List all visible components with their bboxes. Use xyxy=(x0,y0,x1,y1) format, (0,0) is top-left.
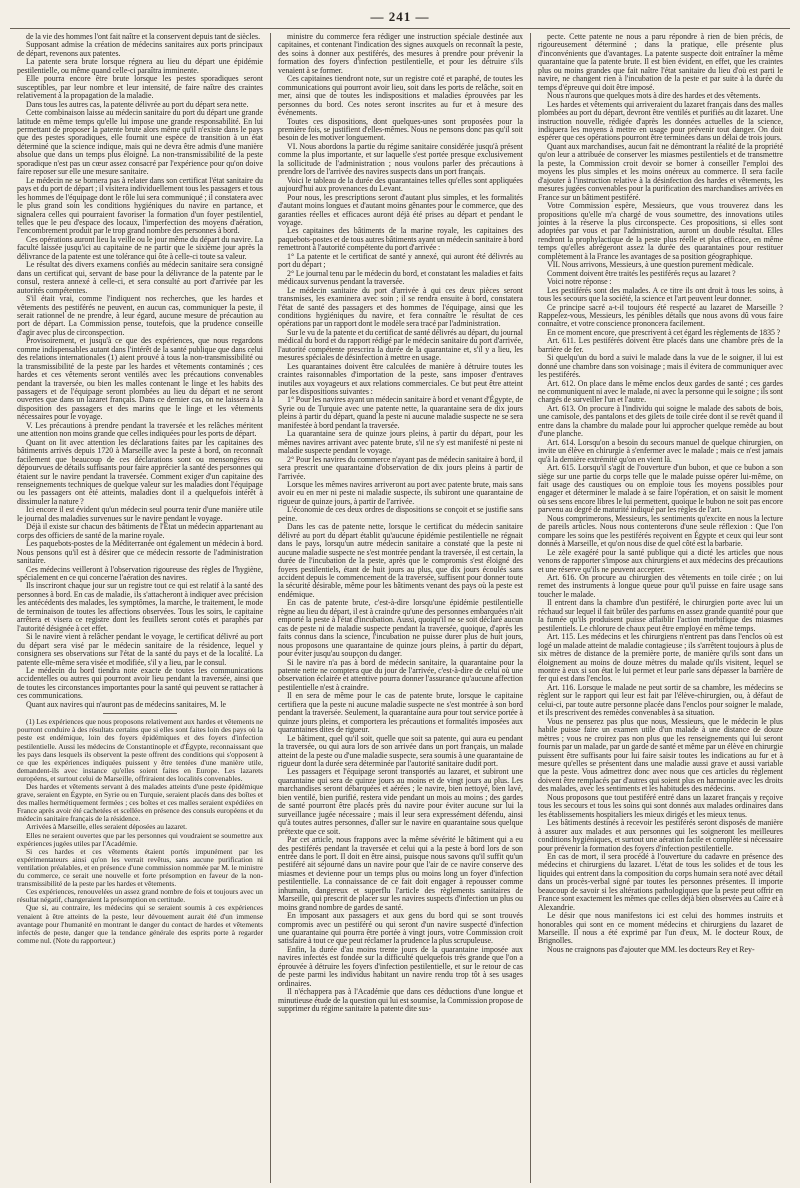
paragraph: Art. 613. On procure à l'individu qui soigne le malade des sabots de bois, une camisole, des pantalons et des gilets de toile cirée dont il se revêt quand il entre dans la chambre du malade pour lui approcher quelque remède au bout d'une planche. xyxy=(538,403,783,439)
paragraph: Toutes ces dispositions, dont quelques-unes sont proposées pour la première fois, se justifient d'elles-mêmes. Nous ne pensons donc pas qu'il soit besoin de les motiver longuement. xyxy=(278,116,523,143)
paragraph: Enfin, la durée d'au moins trente jours de la quarantaine imposée aux navires infectés est fondée sur la difficulté quelquefois très grande que l'on a éprouvée à détruire les foyers d'infection pestilentielle, et sur le retour de cas de peste parmi les individus habitant un navire rendu trop tôt à ses usages ordinaires. xyxy=(278,944,523,988)
paragraph: Nous comprimerons, Messieurs, les sentiments qu'excite en nous la lecture de pareils articles. Nous nous contenterons d'une seule réflexion : Que l'on compare les soins que les pestiférés reçoivent en Égypte et ceux qui leur sont donnés à Marseille, et qu'on nous dise de quel côté est la barbarie. xyxy=(538,513,783,549)
paragraph: S'il était vrai, comme l'indiquent nos recherches, que les hardes et vêtements des pestiférés ne peuvent, en aucun cas, communiquer la peste, il serait rationnel de ne prendre, à leur égard, aucune mesure de précaution au port de départ. La Commission pense, toutefois, que la prudence conseille d'agir avec plus de circonspection. xyxy=(17,294,263,337)
paragraph: Voici le tableau de la durée des quarantaines telles qu'elles sont appliquées aujourd'hui aux provenances du Levant. xyxy=(278,175,523,194)
paragraph: Le désir que nous manifestons ici est celui des hommes instruits et honorables qui sont en ce moment médecins et chirurgiens du lazaret de Marseille. Il nous a été exprimé par l'un d'eux, M. le docteur Roux, de Brignolles. xyxy=(538,911,783,946)
paragraph: Les paquebots-postes de la Méditerranée ont également un médecin à bord. Nous pensons qu'il est à désirer que ce médecin ressorte de l'administration sanitaire. xyxy=(17,539,263,566)
paragraph: Ce principe sacré a-t-il toujours été respecté au lazaret de Marseille ? Rappelez-vous, Messieurs, les pénibles détails que nous avons dû vous faire connaître, et votre conscience prononcera facilement. xyxy=(538,302,783,329)
footnote-paragraph: Arrivées à Marseille, elles seraient déposées au lazaret. xyxy=(26,822,188,832)
paragraph: Comment doivent être traités les pestiférés reçus au lazaret ? xyxy=(547,268,736,278)
paragraph: 2° Pour les navires du commerce n'ayant pas de médecin sanitaire à bord, il sera prescrit une quarantaine d'observation de dix jours pleins à partir de l'arrivée. xyxy=(278,454,523,481)
footnote-paragraph: Ces expériences, renouvelées un assez grand nombre de fois et toujours avec un résultat négatif, changeraient la présomption en certitude. xyxy=(17,887,263,905)
paragraph: Pour nous, les prescriptions seront d'autant plus simples, et les formalités d'autant moins longues et d'autant moins gênantes pour le commerce, que des garanties réelles et efficaces auront déjà été prises au départ et pendant le voyage. xyxy=(278,192,523,227)
paragraph: Ces opérations auront lieu la veille ou le jour même du départ du navire. La faculté laissée jusqu'ici au capitaine de ne partir que le sixième jour après la délivrance de la patente est une tolérance qui ôte à celle-ci toute sa valeur. xyxy=(17,234,263,261)
paragraph: Il en sera de même pour le cas de patente brute, lorsque le capitaine certifiera que la peste ni aucune maladie suspecte ne s'est montrée à son bord pendant la traversée. Seulement, la quarantaine aura pour tout service portée à quinze jours pleins, et comportera les précautions et formalités imposées aux quarantaines dites de rigueur. xyxy=(278,691,523,735)
footnote-paragraph: (1) Les expériences que nous proposons relativement aux hardes et vêtements ne pourront conduire à des résultats certains que si elles sont faites loin des pays où la peste est endémique, loin des foyers épidémiques et des foyers d'infection pestilentielle. Aussi les médecins de Constantinople et d'Égypte, reconnaissant que les pays dans lesquels ils observent la peste offrent des conditions qui s'opposent à ce que les expériences indiquées puissent y être tentées d'une manière utile, demandent-ils avec instance qu'elles soient faites en Europe. Les lazarets européens, et surtout celui de Marseille, offriraient des localités convenables. xyxy=(17,717,263,783)
paragraph: Il entrent dans la chambre d'un pestiféré, le chirurgien porte avec lui un réchaud sur lequel il fait brûler des parfums en assez grande quantité pour que la fumée qu'ils produisent puisse affaiblir l'action morbifique des miasmes pestilentiels. Le chlorure de chaux peut être employé en même temps. xyxy=(538,598,783,633)
paragraph: ministre du commerce fera rédiger une instruction spéciale destinée aux capitaines, et contenant l'indication des signes auxquels on reconnaît la peste, des soins à donner aux pestiférés, des mesures à prendre pour prévenir la formation des foyers d'infection pestilentielle, et pour les détruire s'ils venaient à se former. xyxy=(278,33,523,75)
paragraph: Provisoirement, et jusqu'à ce que des expériences, que nous regardons comme indispensables autant dans l'intérêt de la santé publique que dans celui des relations internationales (1) aient prouvé à tous la non-transmissibilité ou la transmissibilité de la peste par les hardes et vêtements contaminés ; ces hardes et ces vêtements seront ventilés avec les précautions convenables pendant la traversée, ou bien les malles contenant le linge et les habits des passagers et de l'équipage seront plombées au lieu du départ et ne seront ouvertes que dans un lazaret français. Dans ce dernier cas, on ne laissera à la disposition des passagers et des marins que le linge et les vêtements nécessaires pour le voyage. xyxy=(17,336,263,422)
paragraph: Art. 615. Lorsqu'il s'agit de l'ouverture d'un bubon, et que ce bubon a son siège sur une partie du corps telle que le malade puisse opérer lui-même, on fait usage des caustiques ou on emploie tous les moyens possibles pour engager et déterminer le malade à se faire l'opération, et on saisit le moment où ses sens encore libres le lui permettent, quoique le bubon ne soit pas encore parvenu au degré de maturité indiqué par les règles de l'art. xyxy=(538,463,783,515)
paragraph: Cette combinaison laisse au médecin sanitaire du port du départ une grande latitude en même temps qu'elle lui impose une grande responsabilité. En lui permettant de proposer la patente brute alors même qu'il n'existe dans le pays que des pestes sporadiques, elle fournit une espèce de transition à un état déterminé que la science indique, mais qui ne devra être admis d'une manière absolue que dans un temps plus éloigné. La non-transmissibilité de la peste sporadique n'est pas un cœur assez consacré par l'expérience pour qu'on doive faire reposer sur elle une mesure sanitaire. xyxy=(17,108,263,177)
footnote-paragraph: Des hardes et vêtements servant à des malades atteints d'une peste épidémique grave, seraient en Égypte, en Syrie ou en Turquie, seraient placés dans des boîtes et des malles hermétiquement fermées ; ces boîtes et ces malles seraient expédiées en France après avoir été cachetées et scellées en présence des consuls européens et du médecin sanitaire français de la résidence. xyxy=(17,782,263,824)
paragraph: L'économie de ces deux ordres de dispositions se conçoit et se justifie sans peine. xyxy=(278,505,523,523)
paragraph: Ici encore il est évident qu'un médecin seul pourra tenir d'une manière utile le journal des maladies survenues sur le navire pendant le voyage. xyxy=(17,505,263,523)
paragraph: Par cet article, nous frappons avec la même sévérité le bâtiment qui a eu des pestiférés pendant la traversée et celui qui a la peste à bord lors de son entrée dans le port. Il doit en être ainsi, puisque nous savons qu'il suffit qu'un pestiféré ait séjourné dans un navire pour que l'air de ce navire conserve des miasmes et devienne pour un temps plus ou moins long un foyer d'infection pestilentielle. La connaissance de ce fait doit engager à repousser comme inhumain, dangereux et superflu l'article des règlements sanitaires de Marseille, qui prescrit de placer sur les navires suspects d'infection un plus ou moins grand nombre de gardes de santé. xyxy=(278,835,523,912)
paragraph: En cas de mort, il sera procédé à l'ouverture du cadavre en présence des médecins et chirurgiens du lazaret. L'état de tous les solides et de tous les liquides qui entrent dans la composition du corps humain sera noté avec détail dans un procès-verbal signé par toutes les personnes présentes. Il importe beaucoup de savoir si les altérations pathologiques que la peste peut offrir en France sont exactement les mêmes que celles déjà bien observées au Caire et à Alexandrie. xyxy=(538,851,783,912)
paragraph: Art. 612. On place dans le même enclos deux gardes de santé ; ces gardes ne communiquent ni avec le malade, ni avec la personne qui le soigne ; ils sont chargés de surveiller l'un et l'autre. xyxy=(538,378,783,405)
paragraph: Ces médecins veilleront à l'observation rigoureuse des règles de l'hygiène, spécialement en ce qui concerne l'aération des navires. xyxy=(17,564,263,582)
paragraph: Dans tous les autres cas, la patente délivrée au port du départ sera nette. xyxy=(26,99,249,109)
paragraph: 1° La patente et le certificat de santé y annexé, qui auront été délivrés au port du départ ; xyxy=(278,251,523,270)
paragraph: Nous proposons que tout pestiféré entré dans un lazaret français y reçoive tous les secours et tous les soins qui sont donnés aux malades ordinaires dans les établissements hospitaliers les mieux dirigés et les mieux tenus. xyxy=(538,792,783,819)
paragraph: de la vie des hommes l'ont fait naître et la conservent depuis tant de siècles. xyxy=(26,33,261,41)
paragraph: Déjà il existe sur chacun des bâtiments de l'État un médecin appartenant au corps des officiers de santé de la marine royale. xyxy=(17,522,263,540)
paragraph: Dans les cas de patente nette, lorsque le certificat du médecin sanitaire délivré au port du départ établit qu'aucune épidémie pestilentielle ne régnait dans le pays, lorsqu'un autre médecin sanitaire a constaté que la peste ni aucune maladie suspecte ne s'est montrée pendant la traversée, il est certain, la durée de l'incubation de la peste, après que le compromis s'est éloigné des foyers pestilentiels, étant de huit jours au plus, que dix jours écoulés sans accident depuis le commencement de la traversée, suffisent pour donner toute la sécurité désirable, même pour les bâtiments venant des pays où la peste est endémique. xyxy=(278,522,523,599)
paragraph: Si le navire vient à relâcher pendant le voyage, le certificat délivré au port du départ sera visé par le médecin sanitaire de la résidence, lequel y consignera ses observations sur l'état de la santé du pays et de la localité. La patente elle-même sera visée et modifiée, s'il y a lieu, par le consul. xyxy=(17,632,263,667)
paragraph: Le médecin ne se bornera pas à relater dans son certificat l'état sanitaire du pays et du port de départ ; il visitera individuellement tous les passagers et tous les hommes de l'équipage dont le rôle lui sera communiqué ; il constatera avec le plus grand soin les conditions hygiéniques du navire en partance, et signalera celles qui pourraient favoriser la formation d'un foyer pestilentiel, telles que le peu d'espace des locaux, l'imperfection des moyens d'aération, l'encombrement produit par le trop grand nombre des personnes à bord. xyxy=(17,175,263,236)
page-number: — 241 — xyxy=(370,9,430,24)
paragraph: Ils inscriront chaque jour sur un registre tout ce qui est relatif à la santé des personnes à bord. En cas de maladie, ils s'attacheront à indiquer avec précision les antécédents des malades, les symptômes, la marche, le traitement, le mode de terminaison de toutes les affections observées. Tous les soirs, le capitaine arrêtera et visera ce registre dont les feuillets seront cotés et paraphés par l'autorité désignée à cet effet. xyxy=(17,581,263,633)
paragraph: Si le navire n'a pas à bord de médecin sanitaire, la quarantaine pour la patente nette ne comptera que du jour de l'arrivée, c'est-à-dire de celui où une observation éclairée et attentive pourra donner l'assurance qu'aucune affection pestilentielle n'est à craindre. xyxy=(278,657,523,692)
paragraph: VII. Nous arrivons, Messieurs, à une question purement médicale. xyxy=(547,260,754,270)
paragraph: 1° Pour les navires ayant un médecin sanitaire à bord et venant d'Égypte, de Syrie ou de Turquie avec une patente nette, la quarantaine sera de dix jours pleins à partir du départ, quand la peste ni aucune maladie suspecte ne se sera manifestée à bord pendant la traversée. xyxy=(278,395,523,430)
text-columns xyxy=(10,33,790,1183)
footnote-paragraph: Que si, au contraire, les médecins qui se seraient soumis à ces expériences venaient à être atteints de la peste, leur dévouement aurait été d'un immense avantage pour l'humanité en montrant le danger du contact de hardes et vêtements infectés de peste, danger que la tendance générale des esprits porte à regarder comme nul. (Note du rapporteur.) xyxy=(17,903,263,945)
paragraph: Votre Commission espère, Messieurs, que vous trouverez dans les propositions qu'elle m'a chargé de vous soumettre, des innovations utiles jointes à la réserve la plus circonspecte. Ces propositions, si elles sont adoptées par vous et par l'administration, auront un double résultat. Elles rendront la prophylactique de la peste plus réelle et plus efficace, en même temps qu'elles abrégeront assez la durée des quarantaines pour restituer complètement à la France les avantages de sa position géographique. xyxy=(538,201,783,261)
paragraph: En ce moment encore, que prescrivent à cet égard les règlements de 1835 ? xyxy=(547,327,781,337)
header-rule xyxy=(10,28,790,29)
footnote-paragraph: Elles ne seraient ouvertes que par les personnes qui voudraient se soumettre aux expériences jugées utiles par l'Académie. xyxy=(17,830,263,848)
paragraph: Art. 115. Les médecins et les chirurgiens n'entrent pas dans l'enclos où est logé un malade atteint de maladie contagieuse ; ils s'arrêtent toujours à plus de six mètres de distance de la première porte, de manière qu'ils sont dans un éloignement au moins de douze mètres du malade qu'ils visitent, lequel se montre à eux si son état le lui permet et leur parle sans dépasser la barrière de fer qui est dans l'enclos. xyxy=(538,632,783,684)
paragraph: Si quelqu'un du bord a suivi le malade dans la vue de le soigner, il lui est donné une chambre dans son voisinage ; mais il évitera de communiquer avec les pestiférés. xyxy=(538,353,783,380)
paragraph: Les pestiférés sont des malades. A ce titre ils ont droit à tous les soins, à tous les secours que la société, la science et l'art peuvent leur donner. xyxy=(538,285,783,304)
paragraph: Vous ne penserez pas plus que nous, Messieurs, que le médecin le plus habile puisse faire un examen utile d'un malade à une distance de douze mètres ; vous ne croirez pas non plus que les renseignements qui lui seront fournis par un malade, par un garde de santé et même par un élève en chirurgie puissent être suffisants pour lui faire saisir toutes les indications au fur et à mesure qu'elles se présentent dans une maladie aussi grave et aussi variable que la peste. Vous admettrez donc avec nous que ces articles du règlement doivent être remplacés par d'autres qui soient plus en harmonie avec les droits des malades, avec les sentiments et les habitudes des médecins. xyxy=(538,716,783,794)
paragraph: Art. 614. Lorsqu'on a besoin du secours manuel de quelque chirurgien, on invite un élève en chirurgie à s'enfermer avec le malade ; mais ce n'est jamais qu'à la dernière extrémité qu'on en vient là. xyxy=(538,437,783,464)
paragraph: Le zèle exagéré pour la santé publique qui a dicté les articles que nous venons de rapporter s'impose aux chirurgiens et aux médecins des précautions et une réserve qu'ils ne peuvent accepter. xyxy=(538,547,783,574)
paragraph: Supposant admise la création de médecins sanitaires aux ports principaux de départ, revenons aux patentes. xyxy=(17,40,263,58)
paragraph: La quarantaine sera de quinze jours pleins, à partir du départ, pour les mêmes navires arrivant avec patente brute, s'il ne s'y est manifesté ni peste ni maladie suspecte pendant le voyage. xyxy=(278,429,523,456)
paragraph: Nous n'aurons que quelques mots à dire des hardes et des vêtements. xyxy=(547,91,761,101)
paragraph: VI. Nous abordons la partie du régime sanitaire considérée jusqu'à présent comme la plus importante, et sur laquelle s'est portée presque exclusivement la sollicitude de l'administration ; nous voulons parler des précautions à prendre lors de l'arrivée des navires suspects dans un port français. xyxy=(278,141,523,177)
paragraph: En cas de patente brute, c'est-à-dire lorsqu'une épidémie pestilentielle règne au lieu du départ, il est à craindre qu'une des personnes embarquées n'ait emporté la peste à l'état d'incubation. Aussi, quoiqu'il ne se soit déclaré aucun cas de peste ni de maladie suspecte pendant la traversée, quoique, d'après les faits connus dans la science, l'incubation ne puisse durer plus de huit jours, nous proposons une quarantaine de quinze jours pleins, à partir du départ, pour éviter jusqu'au soupçon du danger. xyxy=(278,598,523,659)
column-3 xyxy=(530,33,790,1183)
paragraph: Le médecin sanitaire du port d'arrivée à qui ces deux pièces seront transmises, les examinera avec soin ; il se rendra ensuite à bord, constatera l'état de santé des passagers et des hommes de l'équipage, ainsi que les conditions hygiéniques du navire, et fera connaître le résultat de ces opérations par un rapport dont le modèle sera tracé par l'administration. xyxy=(278,285,523,329)
paragraph: Les hardes et vêtements qui arriveraient du lazaret français dans des malles plombées au port du départ, devront être ventilés et purifiés au dit lazaret. Une instruction nouvelle, rédigée d'après les données actuelles de la science, indiquera les moyens à mettre en usage pour prévenir tout danger. On doit espérer que ces opérations pourront être terminées dans un délai de trois jours. xyxy=(538,99,783,143)
paragraph: V. Les précautions à prendre pendant la traversée et les relâches méritent une attention non moins grande que celles indiquées pour les ports de départ. xyxy=(17,420,263,439)
column-2 xyxy=(270,33,530,1183)
paragraph: Nous ne craignons pas d'ajouter que MM. les docteurs Rey et Rey- xyxy=(547,944,755,954)
paragraph: Ces capitaines tiendront note, sur un registre coté et paraphé, de toutes les communications qui pourront avoir lieu, soit dans les ports de relâche, soit en mer, ainsi que de toutes les indispositions et maladies éprouvées par les personnes du bord. Ces notes seront inscrites au fur et à mesure des événements. xyxy=(278,74,523,118)
footnote-rule xyxy=(103,713,177,714)
paragraph: Les quarantaines doivent être calculées de manière à détruire toutes les craintes raisonnables d'importation de la peste, sans imposer d'entraves inutiles aux voyageurs et aux relations commerciales. Ce but peut être atteint par les dispositions suivantes : xyxy=(278,361,523,397)
paragraph: Art. 116. Lorsque le malade ne peut sortir de sa chambre, les médecins se règlent sur le rapport qui leur est fait par l'élève-chirurgien, ou, à défaut de celui-ci, par toute autre personne placée dans l'enclos pour soigner le malade, et ils prescrivent des remèdes convenables à sa situation. xyxy=(538,682,783,718)
paragraph: Quant aux navires qui n'auront pas de médecins sanitaires, M. le xyxy=(26,699,227,709)
paragraph: pecte. Cette patente ne nous a paru répondre à rien de bien précis, de rigoureusement déterminé ; dans la pratique, elle présente plus d'inconvénients que d'avantages. La patente suspecte doit entraîner la même quarantaine que la patente brute. Il est bien évident, en effet, que les craintes plus ou moins grandes que fait naître l'état sanitaire du lieu d'où est parti le navire, ne changent rien à l'incubation de la peste et par suite à la durée du temps d'épreuve qui doit être imposé. xyxy=(538,33,783,92)
paragraph: Elle pourra encore être brute lorsque les pestes sporadiques seront susceptibles, par leur nombre et leur intensité, de faire naître des craintes relativement à la propagation de la maladie. xyxy=(17,74,263,101)
paragraph: Art. 616. On procure au chirurgien des vêtements en toile cirée ; on lui remet des instruments à longue queue pour qu'il puisse en faire usage sans toucher le malade. xyxy=(538,573,783,599)
paragraph: Il n'échappera pas à l'Académie que dans ces déductions d'une longue et minutieuse étude de la question qui lui est soumise, la Commission propose de supprimer du régime sanitaire la patente dite sus- xyxy=(278,987,523,1014)
paragraph: Sur le vu de la patente et du certificat de santé délivrés au départ, du journal médical du bord et du rapport rédigé par le médecin sanitaire du port d'arrivée, l'autorité compétente prescrira la durée de la quarantaine et, s'il y a lieu, les mesures spéciales de désinfection à mettre en usage. xyxy=(278,327,523,363)
paragraph: Le bâtiment, quel qu'il soit, quelle que soit sa patente, qui aura eu pendant la traversée, ou qui aura lors de son arrivée dans un port français, un malade atteint de la peste ou d'une maladie suspecte, sera soumis à une quarantaine de rigueur dont la durée sera déterminée par l'autorité sanitaire dudit port. xyxy=(278,733,523,768)
footnote-paragraph: Si ces hardes et ces vêtements étaient portés impunément par les expérimentateurs ainsi qu'on les verrait revêtus, sans aucune purification ni ventilation préalables, et en présence d'une commission nommée par M. le ministre du commerce, ce serait une nouvelle et forte présomption en faveur de la non-transmissibilité de la peste par les hardes et vêtements. xyxy=(17,846,263,889)
paragraph: Lorsque les mêmes navires arriveront au port avec patente brute, mais sans avoir eu en mer ni peste ni maladie suspecte, ils subiront une quarantaine de rigueur de quinze jours, à partir de l'arrivée. xyxy=(278,480,523,506)
paragraph: En imposant aux passagers et aux gens du bord qui se sont trouvés compromis avec un pestiféré ou qui seront d'un navire suspecté d'infection une quarantaine qui pourra être portée à vingt jours, votre Commission croit satisfaire à tout ce que peut réclamer la prudence la plus scrupuleuse. xyxy=(278,911,523,946)
paragraph: Art. 611. Les pestiférés doivent être placés dans une chambre près de la barrière de fer. xyxy=(538,336,783,354)
paragraph: La patente sera brute lorsque régnera au lieu du départ une épidémie pestilentielle, ou même quand celle-ci paraîtra imminente. xyxy=(17,57,263,75)
column-1 xyxy=(10,33,270,1183)
paragraph: Quant on lit avec attention les déclarations faites par les capitaines des bâtiments arrivés depuis 1720 à Marseille avec la peste à bord, on reconnaît facilement que beaucoup de ces déclarations sont ou mensongères ou dépourvues de détails suffisants pour faire apprécier la santé des personnes qui étaient sur le navire pendant la traversée. Comment exiger d'un capitaine des renseignements techniques de quelque valeur sur les maladies dont l'équipage ou les passagers ont été atteints, maladies dont il a quelquefois intérêt à dissimuler la nature ? xyxy=(17,437,263,506)
paragraph: Le résultat des divers examens confiés au médecin sanitaire sera consigné dans un certificat qui, servant de base pour la délivrance de la patente par le consul, restera annexé à celle-ci, et sera consulté au port d'arrivée par les autorités compétentes. xyxy=(17,260,263,295)
paragraph: Quant aux marchandises, aucun fait ne démontrant la réalité de la propriété qu'on leur a attribuée de conserver les miasmes pestilentiels et de transmettre la peste, la Commission croit devoir se borner à conseiller l'emploi des moyens les plus simples et les moins onéreux au commerce. Il sera facile d'ajouter à l'instruction relative à la désinfection des hardes et vêtements, les mesures jugées convenables pour la purification des marchandises arrivées en France sur un bâtiment pestiféré. xyxy=(538,141,783,202)
paragraph: Voici notre réponse : xyxy=(547,277,612,287)
paragraph: Les capitaines des bâtiments de la marine royale, les capitaines des paquebots-postes et de tous autres bâtiments ayant un médecin sanitaire à bord remettront à l'autorité compétente du port d'arrivée : xyxy=(278,226,523,253)
paragraph: Les passagers et l'équipage seront transportés au lazaret, et subiront une quarantaine qui sera de quinze jours au moins et de vingt jours au plus. Les marchandises seront débarquées et aérées ; le navire, bien nettoyé, bien lavé, bien ventilé, bien purifié, restera vide pendant un mois au moins ; des gardes de santé pourront être placés près du navire pour éviter aucune sur lui la surveillance jugée nécessaire ; mais il leur sera expressément défendu, ainsi qu'à toutes autres personnes, d'aller sur le navire en quarantaine sous quelque prétexte que ce soit. xyxy=(278,767,523,836)
page-header xyxy=(10,6,790,28)
paragraph: Les bâtiments destinés à recevoir les pestiférés seront disposés de manière à assurer aux malades et aux personnes qui les soigneront les meilleures conditions hygiéniques, et surtout une aération facile et complète si nécessaire pour prévenir la formation des foyers d'infection pestilentielle. xyxy=(538,818,783,853)
paragraph: 2° Le journal tenu par le médecin du bord, et constatant les maladies et faits médicaux survenus pendant la traversée. xyxy=(278,268,523,287)
paragraph: Le médecin du bord tiendra note exacte de toutes les communications accidentelles ou autres qui pourront avoir lieu pendant la traversée, ainsi que de toutes les circonstances importantes pour la santé qui peuvent se rattacher à ces communications. xyxy=(17,665,263,701)
